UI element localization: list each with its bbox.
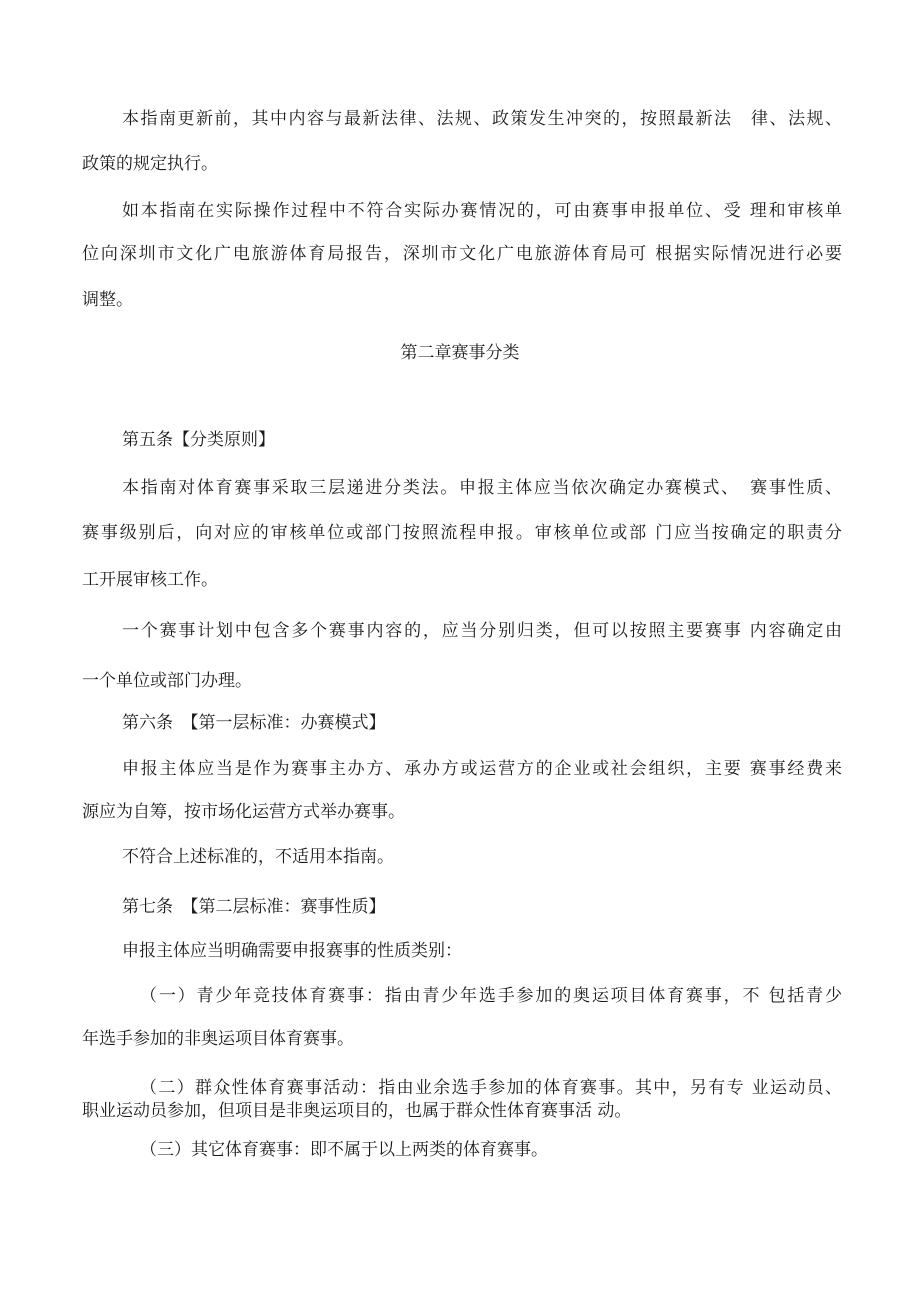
article-heading: 第五条【分类原则】 (122, 430, 275, 450)
paragraph-line: 本指南更新前，其中内容与最新法律、法规、政策发生冲突的，按照最新法 律、法规、 (122, 109, 842, 129)
list-item-line: （三）其它体育赛事：即不属于以上两类的体育赛事。 (140, 1140, 548, 1160)
paragraph-line: 工开展审核工作。 (82, 570, 218, 590)
article-heading: 第六条 【第一层标准：办赛模式】 (122, 713, 386, 733)
paragraph-line: 政策的规定执行。 (82, 154, 218, 174)
paragraph-line: 本指南对体育赛事采取三层递进分类法。申报主体应当依次确定办赛模式、 赛事性质、 (122, 478, 842, 498)
paragraph-line: 申报主体应当明确需要申报赛事的性质类别： (122, 941, 462, 961)
list-item-line: （二）群众性体育赛事活动：指由业余选手参加的体育赛事。其中，另有专 业运动员、 (140, 1078, 842, 1098)
paragraph-line: 源应为自筹，按市场化运营方式举办赛事。 (82, 802, 405, 822)
paragraph-line: 申报主体应当是作为赛事主办方、承办方或运营方的企业或社会组织，主要 赛事经费来 (122, 759, 842, 779)
paragraph-line: 一个单位或部门办理。 (82, 671, 252, 691)
list-item-line: 年选手参加的非奥运项目体育赛事。 (82, 1029, 354, 1049)
list-item-line: （一）青少年竞技体育赛事：指由青少年选手参加的奥运项目体育赛事，不 包括青少 (140, 986, 842, 1006)
paragraph-line: 赛事级别后，向对应的审核单位或部门按照流程申报。审核单位或部 门应当按确定的职责分 (82, 523, 842, 543)
article-heading: 第七条 【第二层标准：赛事性质】 (122, 897, 386, 917)
paragraph-line: 不符合上述标准的，不适用本指南。 (122, 847, 394, 867)
paragraph-line: 位向深圳市文化广电旅游体育局报告，深圳市文化广电旅游体育局可 根据实际情况进行必要 (82, 244, 842, 264)
paragraph-line: 一个赛事计划中包含多个赛事内容的，应当分别归类，但可以按照主要赛事 内容确定由 (122, 621, 842, 641)
chapter-heading: 第二章赛事分类 (400, 343, 520, 363)
paragraph-line: 调整。 (82, 290, 133, 310)
list-item-line: 职业运动员参加，但项目是非奥运项目的，也属于群众性体育赛事活 动。 (82, 1101, 632, 1121)
paragraph-line: 如本指南在实际操作过程中不符合实际办赛情况的，可由赛事申报单位、受 理和审核单 (122, 201, 842, 221)
